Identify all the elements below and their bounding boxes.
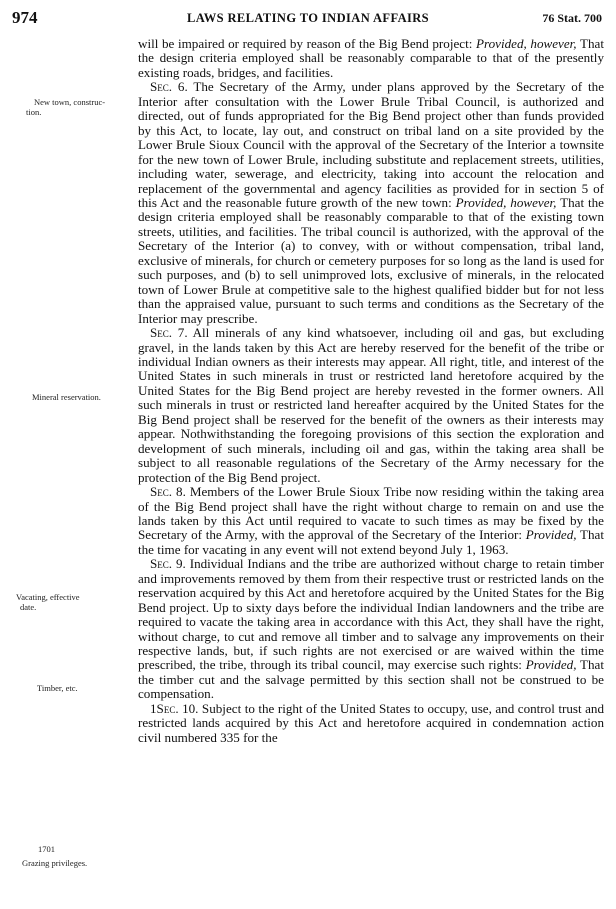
section-label: Sec. 10. xyxy=(156,700,199,716)
proviso-italic: Provided, xyxy=(525,657,577,673)
text-run: Individual Indians and the tribe are authorized without charge to retain timber and improvements removed by them from their respective trust or restricted lands on the reservation acquired by this Act and heretofore acquired by the United States for the Big Bend project. Up to sixty days before the individual Indian landowners and the tribe are required to vacate the taking area in accordance with this Act, they shall have the right, without charge, to cut and remove all timber and to salvage any improvements on their respective lands, but, if such rights are not exercised or are waived within the time prescribed, the tribe, through its tribal council, may exercise such rights: xyxy=(138,556,605,673)
footnote-mark: 1 xyxy=(150,700,157,716)
text-run: All minerals of any kind whatsoever, including oil and gas, but excluding gravel, in the lands taken by this Act are hereby reserved for the benefit of the tribe or individual Indian owners as their interests may appear. All right, title, and interest of the United States in such minerals in trust or restricted land heretofore acquired by the United States for the Big Bend project are hereby revested in the former owners. All such minerals in trust or restricted land hereafter acquired by the United States for the Big Bend project shall be reserved for the benefit of the owners as their interests may appear. Nothwithstanding the foregoing provisions of this section the exploration and development of such minerals, including oil and gas, within the taking area shall be subject to all reasonable regulations of the Secretary of the Army necessary for the protection of the Big Bend project. xyxy=(138,325,604,485)
text-run: Subject to the right of the United States to occupy, use, and control trust and restricted lands acquired by this Act and heretofore acquired in condemnation action civil numbered 335 for the xyxy=(138,700,604,745)
text-run: That the design criteria employed shall be reasonably comparable to that of the existing town streets, utilities, and facilities. The tribal council is authorized, with the approval of the Secretary of the Interior (a) to convey, with or without compensation, tribal land, exclusive of minerals, for church or cemetery purposes for so long as the land is used for such purposes, and (b) to sell unimproved lots, exclusive of minerals, in the relocated town of Lower Brule at competitive sale to the highest qualified bidder but for not less than the appraised value, pursuant to such terms and conditions as the Secretary of the Interior may prescribe. xyxy=(138,194,604,326)
proviso-italic: Provided, xyxy=(525,527,577,543)
proviso-italic: Provided, however, xyxy=(476,36,577,51)
statute-body xyxy=(138,37,604,745)
margin-note-new-town xyxy=(10,98,132,117)
proviso-italic: Provided, however, xyxy=(455,194,557,210)
section-9 xyxy=(138,557,604,702)
text-run: That the design criteria employed shall be reasonably comparable to that of the presently existing roads, bridges, and facilities. xyxy=(138,36,604,80)
margin-note-timber: Timber, etc. xyxy=(37,683,78,693)
section-label: Sec. 9. xyxy=(150,556,186,572)
continuation-paragraph xyxy=(138,37,604,80)
page-number: 974 xyxy=(12,8,38,27)
text-run: Members of the Lower Brule Sioux Tribe now residing within the taking area of the Big Bend project shall have the right without charge to remain on and use the lands taken by this Act until required to vacate to such times as may be fixed by the Secretary of the Army, with the approval of the Secretary of the Interior: xyxy=(138,484,605,543)
text-run: That the timber cut and the salvage permitted by this section shall not be construed to be compensation. xyxy=(138,657,604,702)
running-title: LAWS RELATING TO INDIAN AFFAIRS xyxy=(186,11,430,25)
margin-note-line: New town, construc- xyxy=(34,97,106,107)
section-label: Sec. 7. xyxy=(150,325,188,341)
section-10 xyxy=(138,702,604,745)
section-7 xyxy=(138,326,604,485)
margin-note-ref: 1701 xyxy=(38,844,55,854)
text-run: That the time for vacating in any event will not extend beyond July 1, 1963. xyxy=(138,527,604,557)
section-6 xyxy=(138,80,604,326)
margin-note-line: tion. xyxy=(26,106,42,117)
text-run: will be impaired or required by reason of the Big Bend project: xyxy=(138,36,476,51)
margin-note-mineral: Mineral reservation. xyxy=(32,392,101,402)
section-label: Sec. 6. xyxy=(150,79,188,95)
statute-citation: 76 Stat. 700 xyxy=(542,11,602,25)
page-header xyxy=(10,8,606,30)
section-8 xyxy=(138,485,604,557)
section-label: Sec. 8. xyxy=(150,484,186,500)
margin-note-line: Vacating, effective xyxy=(16,592,80,602)
margin-note-vacating xyxy=(10,593,132,612)
text-run: The Secretary of the Army, under plans approved by the Secretary of the Interior after consultation with the Lower Brule Tribal Council, is authorized and directed, out of funds appropriated for the Big Bend project other than funds provided by this Act, to locate, lay out, and construct on tribal land on a site provided by the Lower Brule Sioux Council with the approval of the Secretary of the Interior a townsite for the new town of Lower Brule, including substitute and replacement streets, utilities, including water, sewerage, and electricity, taking into account the relocation and replacement of the governmental and agency facilities as provided for in section 5 of this Act and the reasonable future growth of the new town: xyxy=(138,79,605,210)
margin-note-line: date. xyxy=(20,601,37,612)
margin-note-grazing: Grazing privileges. xyxy=(22,858,88,868)
